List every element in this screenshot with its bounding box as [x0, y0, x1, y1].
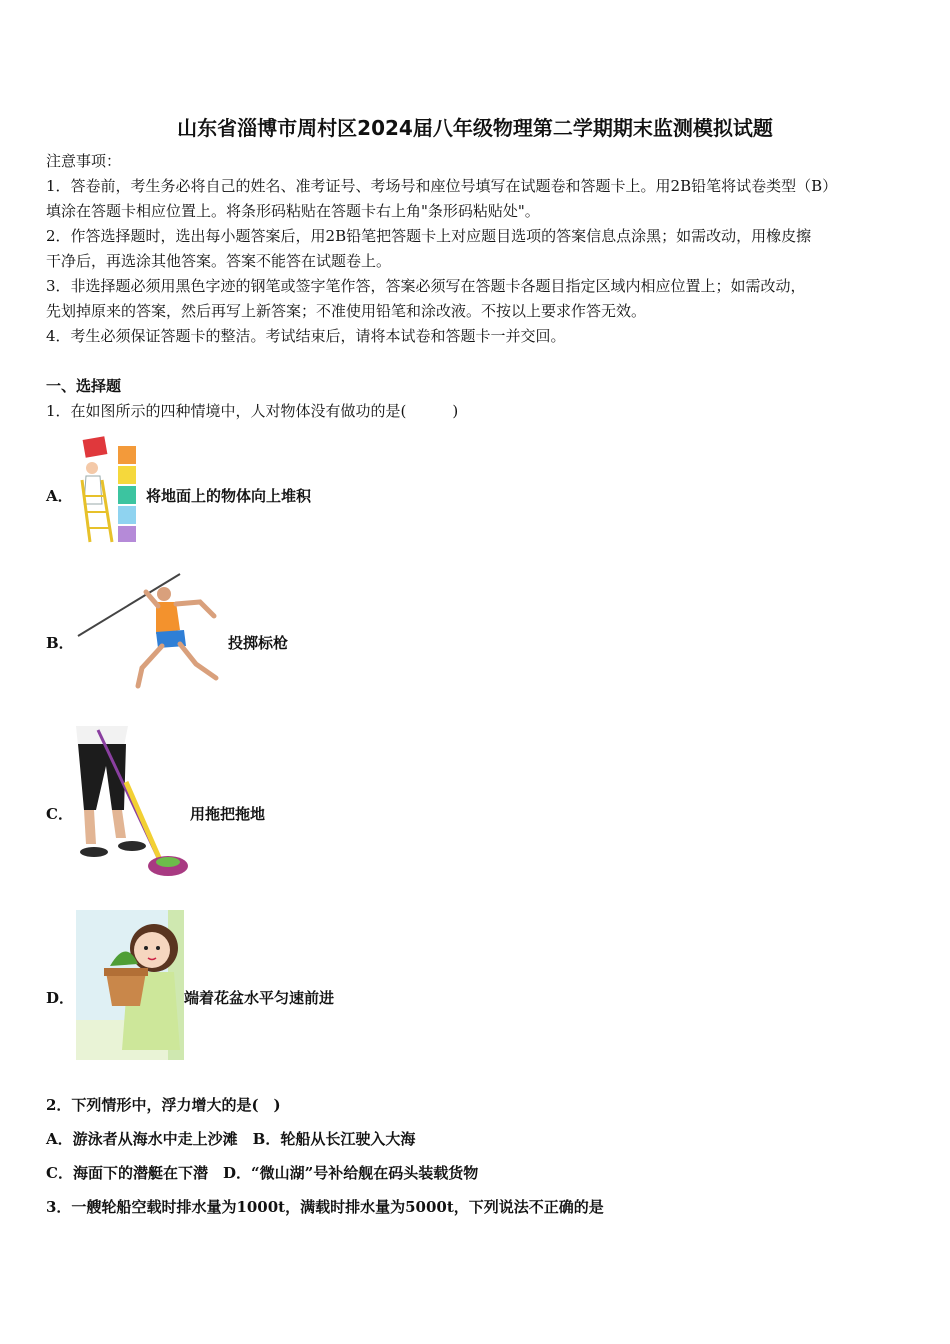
notice-heading: 注意事项：: [46, 152, 122, 170]
javelin-thrower-illustration: [76, 570, 224, 692]
option-c-text: 用拖把拖地: [190, 805, 266, 823]
option-a-text: 将地面上的物体向上堆积: [146, 487, 312, 505]
section-heading: 一、选择题: [46, 377, 122, 395]
notice-line-3: 2．作答选择题时，选出每小题答案后，用2B铅笔把答题卡上对应题目选项的答案信息点涂黑；如需改动，用橡皮擦: [46, 227, 812, 245]
notice-line-5: 3．非选择题必须用黑色字迹的钢笔或签字笔作答，答案必须写在答题卡各题目指定区域内相应位置上；如需改动，: [46, 277, 806, 295]
question-3-stem: 3．一艘轮船空载时排水量为1000t，满载时排水量为5000t，下列说法不正确的是: [46, 1198, 604, 1216]
notice-line-7: 4．考生必须保证答题卡的整洁。考试结束后，请将本试卷和答题卡一并交回。: [46, 327, 566, 345]
mopping-illustration: [76, 726, 190, 882]
question-1-paren: ): [452, 402, 459, 420]
question-2-options-row-1: A．游泳者从海水中走上沙滩 B．轮船从长江驶入大海: [46, 1130, 416, 1148]
option-a-letter: A．: [46, 487, 73, 505]
option-b-text: 投掷标枪: [228, 634, 289, 652]
question-2-options-row-2: C．海面下的潜艇在下潜 D．“微山湖”号补给舰在码头装载货物: [46, 1164, 479, 1182]
notice-line-6: 先划掉原来的答案，然后再写上新答案；不准使用铅笔和涂改液。不按以上要求作答无效。: [46, 302, 647, 320]
page-title: 山东省淄博市周村区2024届八年级物理第二学期期末监测模拟试题: [177, 116, 773, 140]
option-c-letter: C．: [46, 805, 73, 823]
question-1-stem: [46, 401, 458, 421]
notice-line-4: 干净后，再选涂其他答案。答案不能答在试题卷上。: [46, 252, 392, 270]
question-1-text: 1．在如图所示的四种情境中，人对物体没有做功的是(: [46, 402, 407, 420]
question-2-stem: 2．下列情形中，浮力增大的是( ): [46, 1096, 281, 1114]
stacking-boxes-illustration: [76, 436, 142, 544]
option-b-letter: B．: [46, 634, 74, 652]
option-d-letter: D．: [46, 989, 75, 1007]
option-d-text: 端着花盆水平匀速前进: [184, 989, 335, 1007]
notice-line-2: 填涂在答题卡相应位置上。将条形码粘贴在答题卡右上角"条形码粘贴处"。: [46, 202, 540, 220]
girl-carrying-flowerpot-illustration: [76, 910, 184, 1060]
notice-line-1: 1．答卷前，考生务必将自己的姓名、准考证号、考场号和座位号填写在试题卷和答题卡上。用2B铅笔将试卷类型（B）: [46, 177, 838, 195]
